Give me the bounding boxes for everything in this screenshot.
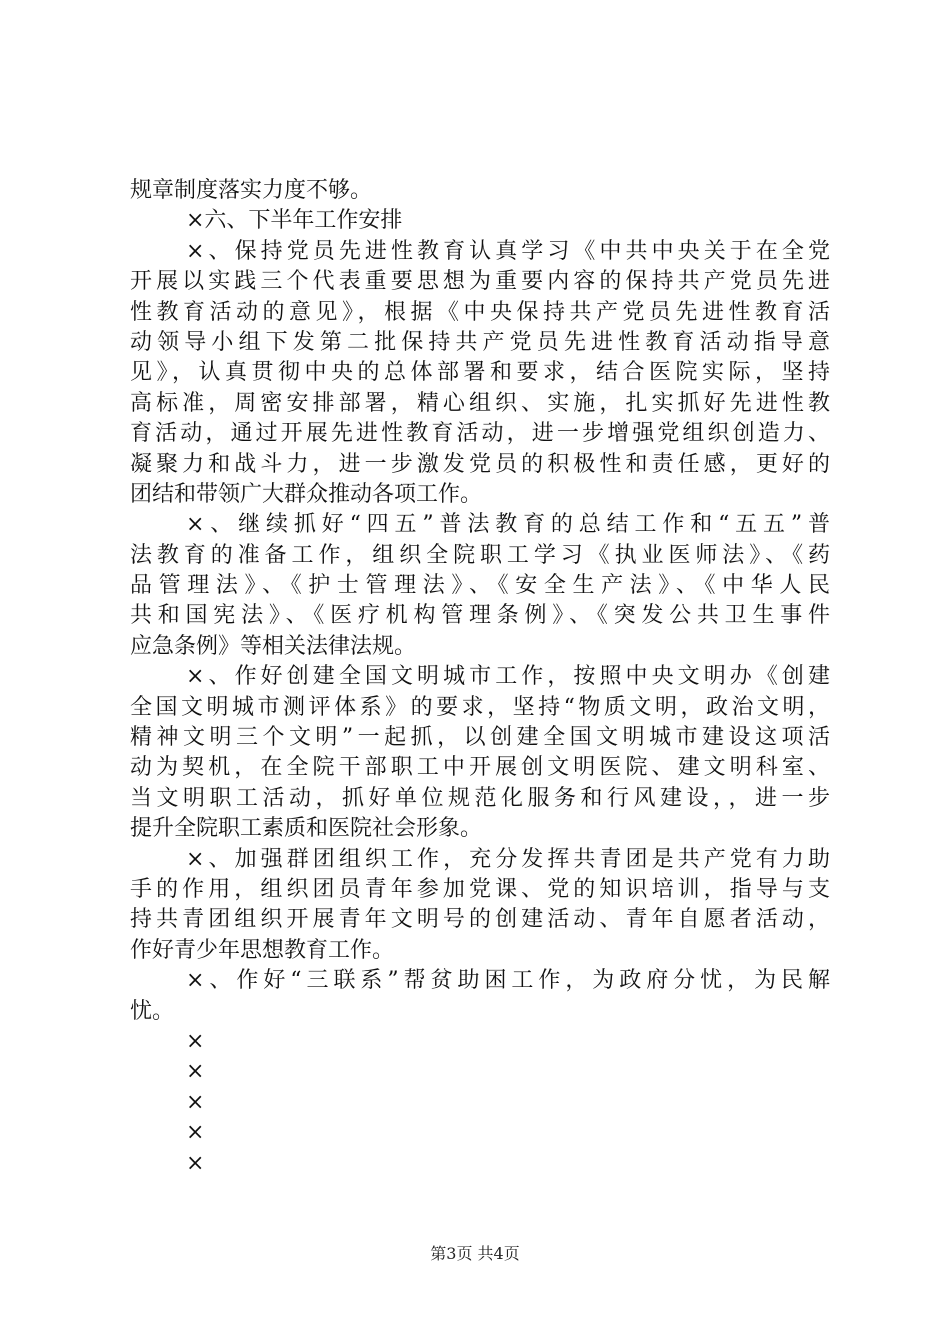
text-line: 持共青团组织开展青年文明号的创建活动、青年自愿者活动， bbox=[130, 907, 830, 933]
text-line: 团结和带领广大群众推动各项工作。 bbox=[130, 481, 483, 507]
page-footer: 第3页 共4页 bbox=[430, 1244, 520, 1263]
text-line: ×、保持党员先进性教育认真学习《中共中央关于在全党 bbox=[186, 238, 830, 264]
text-line: 应急条例》等相关法律法规。 bbox=[130, 633, 417, 659]
text-line: 共和国宪法》、《医疗机构管理条例》、《突发公共卫生事件 bbox=[130, 603, 830, 629]
text-line: 开展以实践三个代表重要思想为重要内容的保持共产党员先进 bbox=[130, 269, 830, 295]
text-line: 高标准，周密安排部署，精心组织、实施，扎实抓好先进性教 bbox=[130, 390, 830, 416]
text-line: 动领导小组下发第二批保持共产党员先进性教育活动指导意 bbox=[130, 329, 830, 355]
text-line: 动为契机，在全院干部职工中开展创文明医院、建文明科室、 bbox=[130, 755, 830, 781]
text-line: ×、作好“三联系”帮贫助困工作，为政府分忧，为民解 bbox=[186, 968, 830, 994]
text-line: 精神文明三个文明”一起抓，以创建全国文明城市建设这项活 bbox=[130, 725, 830, 751]
text-line: × bbox=[186, 1059, 205, 1085]
text-line: 规章制度落实力度不够。 bbox=[130, 178, 373, 203]
text-line: ×、作好创建全国文明城市工作，按照中央文明办《创建 bbox=[186, 664, 830, 690]
text-line: × bbox=[186, 1120, 205, 1146]
text-line: ×、继续抓好“四五”普法教育的总结工作和“五五”普 bbox=[186, 512, 830, 538]
text-line: 品管理法》、《护士管理法》、《安全生产法》、《中华人民 bbox=[130, 573, 830, 599]
text-line: 提升全院职工素质和医院社会形象。 bbox=[130, 816, 483, 842]
document-body bbox=[130, 176, 830, 1179]
text-line: 当文明职工活动，抓好单位规范化服务和行风建设，，进一步 bbox=[130, 785, 830, 811]
text-line: × bbox=[186, 1028, 205, 1054]
text-line: 凝聚力和战斗力，进一步激发党员的积极性和责任感，更好的 bbox=[130, 451, 830, 477]
text-line: 见》，认真贯彻中央的总体部署和要求，结合医院实际，坚持 bbox=[130, 360, 830, 386]
text-line: × bbox=[186, 1089, 205, 1115]
text-line: 育活动，通过开展先进性教育活动，进一步增强党组织创造力、 bbox=[130, 421, 830, 447]
text-line: ×、加强群团组织工作，充分发挥共青团是共产党有力助 bbox=[186, 846, 830, 872]
text-line: 法教育的准备工作，组织全院职工学习《执业医师法》、《药 bbox=[130, 542, 830, 568]
text-line: 性教育活动的意见》，根据《中央保持共产党员先进性教育活 bbox=[130, 299, 830, 325]
text-line: ×六、下半年工作安排 bbox=[186, 208, 403, 234]
text-line: 全国文明城市测评体系》的要求，坚持“物质文明，政治文明， bbox=[130, 694, 830, 720]
text-line: 忧。 bbox=[130, 998, 175, 1024]
text-line: × bbox=[186, 1150, 205, 1176]
text-line: 手的作用，组织团员青年参加党课、党的知识培训，指导与支 bbox=[130, 876, 830, 902]
text-line: 作好青少年思想教育工作。 bbox=[130, 937, 395, 963]
